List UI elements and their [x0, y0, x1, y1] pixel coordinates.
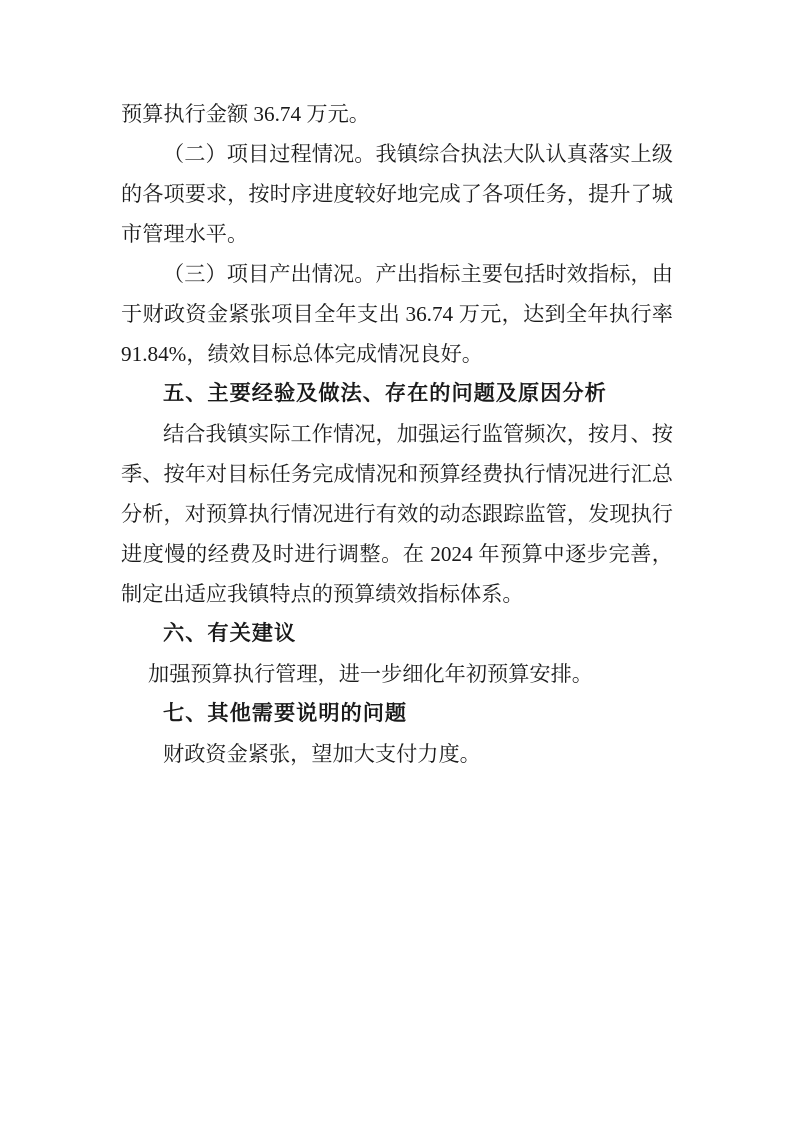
body-line: 预算执行金额 36.74 万元。: [121, 102, 370, 126]
body-line: （三）项目产出情况。产出指标主要包括时效指标，由: [163, 262, 673, 286]
body-line: 季、按年对目标任务完成情况和预算经费执行情况进行汇总: [121, 462, 673, 486]
body-line: 分析，对预算执行情况进行有效的动态跟踪监管，发现执行: [121, 502, 673, 526]
body-line: 制定出适应我镇特点的预算绩效指标体系。: [121, 582, 524, 606]
body-line: 于财政资金紧张项目全年支出 36.74 万元，达到全年执行率: [121, 302, 673, 326]
body-line: 财政资金紧张，望加大支付力度。: [163, 742, 481, 766]
body-line: 的各项要求，按时序进度较好地完成了各项任务，提升了城: [121, 182, 673, 206]
section-heading-7: 七、其他需要说明的问题: [163, 702, 408, 725]
text-block: [121, 94, 673, 774]
body-line: 91.84%，绩效目标总体完成情况良好。: [121, 342, 483, 366]
section-heading-6: 六、有关建议: [163, 622, 297, 645]
body-line: （二）项目过程情况。我镇综合执法大队认真落实上级: [163, 142, 673, 166]
body-line: 市管理水平。: [121, 222, 249, 246]
body-line: 进度慢的经费及时进行调整。在 2024 年预算中逐步完善，: [121, 542, 673, 566]
section-heading-5: 五、主要经验及做法、存在的问题及原因分析: [163, 382, 607, 405]
body-line: 加强预算执行管理，进一步细化年初预算安排。: [148, 662, 593, 686]
body-line: 结合我镇实际工作情况，加强运行监管频次，按月、按: [163, 422, 673, 446]
